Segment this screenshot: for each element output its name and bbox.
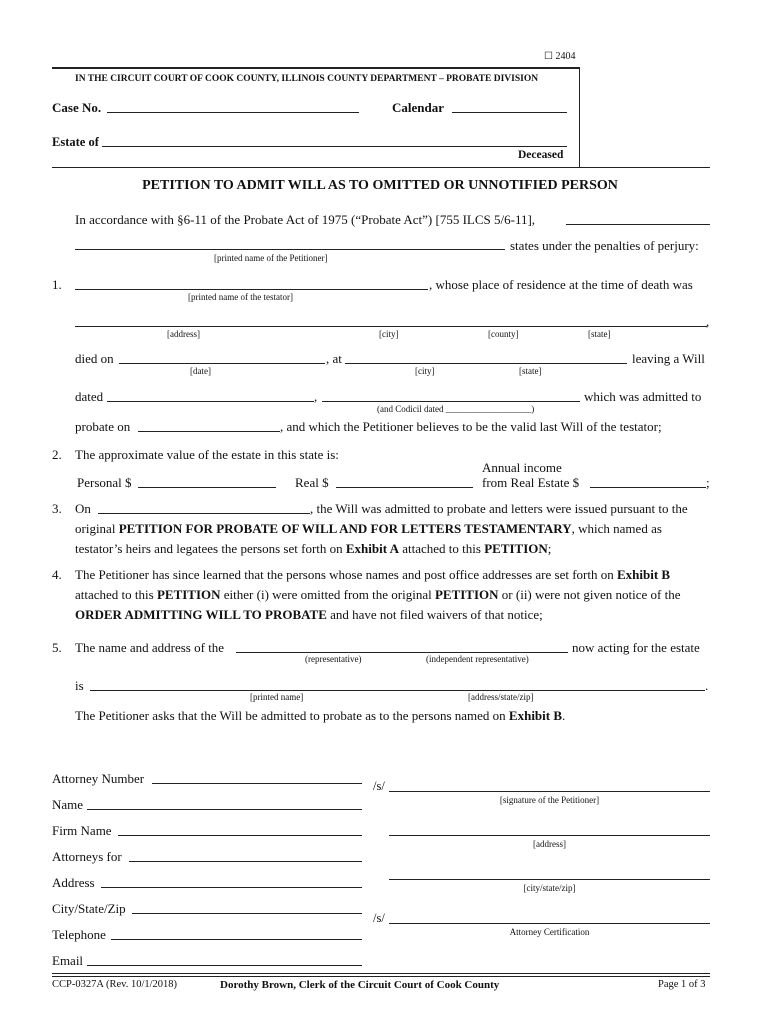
estate-of-field[interactable] [102,146,567,147]
telephone-field[interactable] [111,939,362,940]
item5-text: The name and address of the [75,640,225,655]
petitioner-name-field[interactable] [75,249,505,250]
leaving-will-label: leaving a Will [632,351,705,366]
item5-period: . [705,678,709,693]
address-field[interactable] [101,887,362,888]
state-caption-2: [state] [519,366,542,376]
probate-on-label: probate on [75,419,131,434]
date-caption: [date] [190,366,211,376]
item2-text: The approximate value of the estate in this state is: [75,447,339,462]
city-state-zip-label: City/State/Zip [52,901,126,916]
header-right-rule [579,67,580,168]
email-label: Email [52,953,84,968]
acting-text: now acting for the estate [572,640,700,655]
clerk-line: Dorothy Brown, Clerk of the Circuit Court of Cook County [220,979,500,991]
intro-text: In accordance with §6-11 of the Probate Act of 1975 (“Probate Act”) [755 ILCS 5/6-11], [75,212,536,227]
petitioner-address-field[interactable] [389,835,710,836]
item3-line1: , the Will was admitted to probate and letters were issued pursuant to the [310,501,688,516]
item4-line1: The Petitioner has since learned that the persons whose names and post office addresses are set forth on Exhibit B [75,567,671,582]
form-number [544,51,575,62]
item2-semicolon: ; [706,475,710,490]
codicil-field[interactable] [322,401,580,402]
header-top-rule [52,67,580,69]
personal-label: Personal $ [77,475,132,490]
certification-caption: Attorney Certification [509,927,590,937]
county-caption: [county] [488,329,519,339]
death-place-field[interactable] [345,363,627,364]
firm-name-field[interactable] [118,835,362,836]
codicil-caption: (and Codicil dated ___________________) [377,404,535,414]
email-field[interactable] [87,965,362,966]
residence-text: , whose place of residence at the time of death was [429,277,693,292]
will-date-field[interactable] [107,401,314,402]
certification-field[interactable] [389,923,710,924]
at-label: , at [326,351,342,366]
name-field[interactable] [87,809,362,810]
residence-field[interactable] [75,326,707,327]
real-label: Real $ [295,475,329,490]
representative-field[interactable] [236,652,568,653]
header-bottom-rule [52,167,710,168]
attorneys-for-label: Attorneys for [52,849,122,864]
page-number: Page 1 of 3 [658,979,706,990]
signature-caption: [signature of the Petitioner] [499,795,600,805]
telephone-label: Telephone [52,927,106,942]
deceased-label: Deceased [518,149,564,161]
signature-field[interactable] [389,791,710,792]
city-caption: [city] [379,329,399,339]
calendar-field[interactable] [452,112,567,113]
form-id: CCP-0327A (Rev. 10/1/2018) [52,979,178,990]
item1-number: 1. [52,277,62,292]
dated-label: dated [75,389,104,404]
personal-field[interactable] [138,487,276,488]
testator-name-field[interactable] [75,289,428,290]
issued-date-field[interactable] [98,513,310,514]
address-label: Address [52,875,95,890]
states-text: states under the penalties of perjury: [510,238,699,253]
item2-number: 2. [52,447,62,462]
item4-line2: attached to this PETITION either (i) were omitted from the original PETITION or (ii) were not given notice of the [75,587,681,602]
testator-caption: [printed name of the testator] [188,292,293,302]
item5-number: 5. [52,640,62,655]
dated-comma: , [314,389,318,404]
attorney-number-field[interactable] [152,783,362,784]
death-date-field[interactable] [119,363,325,364]
estate-of-label: Estate of [52,135,99,149]
intro-field[interactable] [566,224,710,225]
form-number-text: 2404 [555,51,576,62]
calendar-label: Calendar [392,100,444,115]
indep-caption: (independent representative) [426,654,529,664]
address-state-zip-caption: [address/state/zip] [468,692,534,702]
admitted-label: which was admitted to [584,389,702,404]
certification-slash-s: /s/ [373,911,385,925]
rep-name-address-field[interactable] [90,690,705,691]
attorney-number-label: Attorney Number [52,771,145,786]
page-title: PETITION TO ADMIT WILL AS TO OMITTED OR UNNOTIFIED PERSON [142,178,618,193]
firm-name-label: Firm Name [52,823,112,838]
petitioner-asks-text: The Petitioner asks that the Will be admitted to probate as to the persons named on Exhibit B. [75,708,566,723]
probate-date-field[interactable] [138,431,280,432]
petitioner-city-caption: [city/state/zip] [523,883,576,893]
printed-name-caption: [printed name] [250,692,304,702]
checkbox-icon: ☐ [544,51,553,62]
from-real-estate-label: from Real Estate $ [482,475,580,490]
believes-text: , and which the Petitioner believes to be the valid last Will of the testator; [280,419,662,434]
footer-rule-bottom [52,976,710,977]
attorneys-for-field[interactable] [129,861,362,862]
court-line: IN THE CIRCUIT COURT OF COOK COUNTY, ILLINOIS COUNTY DEPARTMENT – PROBATE DIVISION [75,74,539,84]
real-field[interactable] [336,487,473,488]
income-field[interactable] [590,487,706,488]
case-no-label: Case No. [52,100,102,115]
on-label: On [75,501,91,516]
footer-rule-top [52,973,710,974]
case-no-field[interactable] [107,112,359,113]
is-label: is [75,678,84,693]
item3-line3: testator’s heirs and legatees the persons set forth on Exhibit A attached to this PETITION; [75,541,552,556]
annual-income-label: Annual income [482,460,562,475]
city-state-zip-field[interactable] [132,913,362,914]
signature-slash-s: /s/ [373,779,385,793]
address-caption: [address] [167,329,200,339]
item3-line2: original PETITION FOR PROBATE OF WILL AND FOR LETTERS TESTAMENTARY, which named as [75,521,662,536]
petitioner-address-caption: [address] [533,839,566,849]
petitioner-caption: [printed name of the Petitioner] [214,253,328,263]
item3-number: 3. [52,501,62,516]
item4-number: 4. [52,567,62,582]
state-caption: [state] [588,329,611,339]
city-caption-2: [city] [415,366,435,376]
petitioner-city-field[interactable] [389,879,710,880]
item4-line3: ORDER ADMITTING WILL TO PROBATE and have not filed waivers of that notice; [75,607,543,622]
name-label: Name [52,797,84,812]
residence-comma: , [706,314,710,329]
died-on-label: died on [75,351,114,366]
rep-caption: (representative) [305,654,362,664]
